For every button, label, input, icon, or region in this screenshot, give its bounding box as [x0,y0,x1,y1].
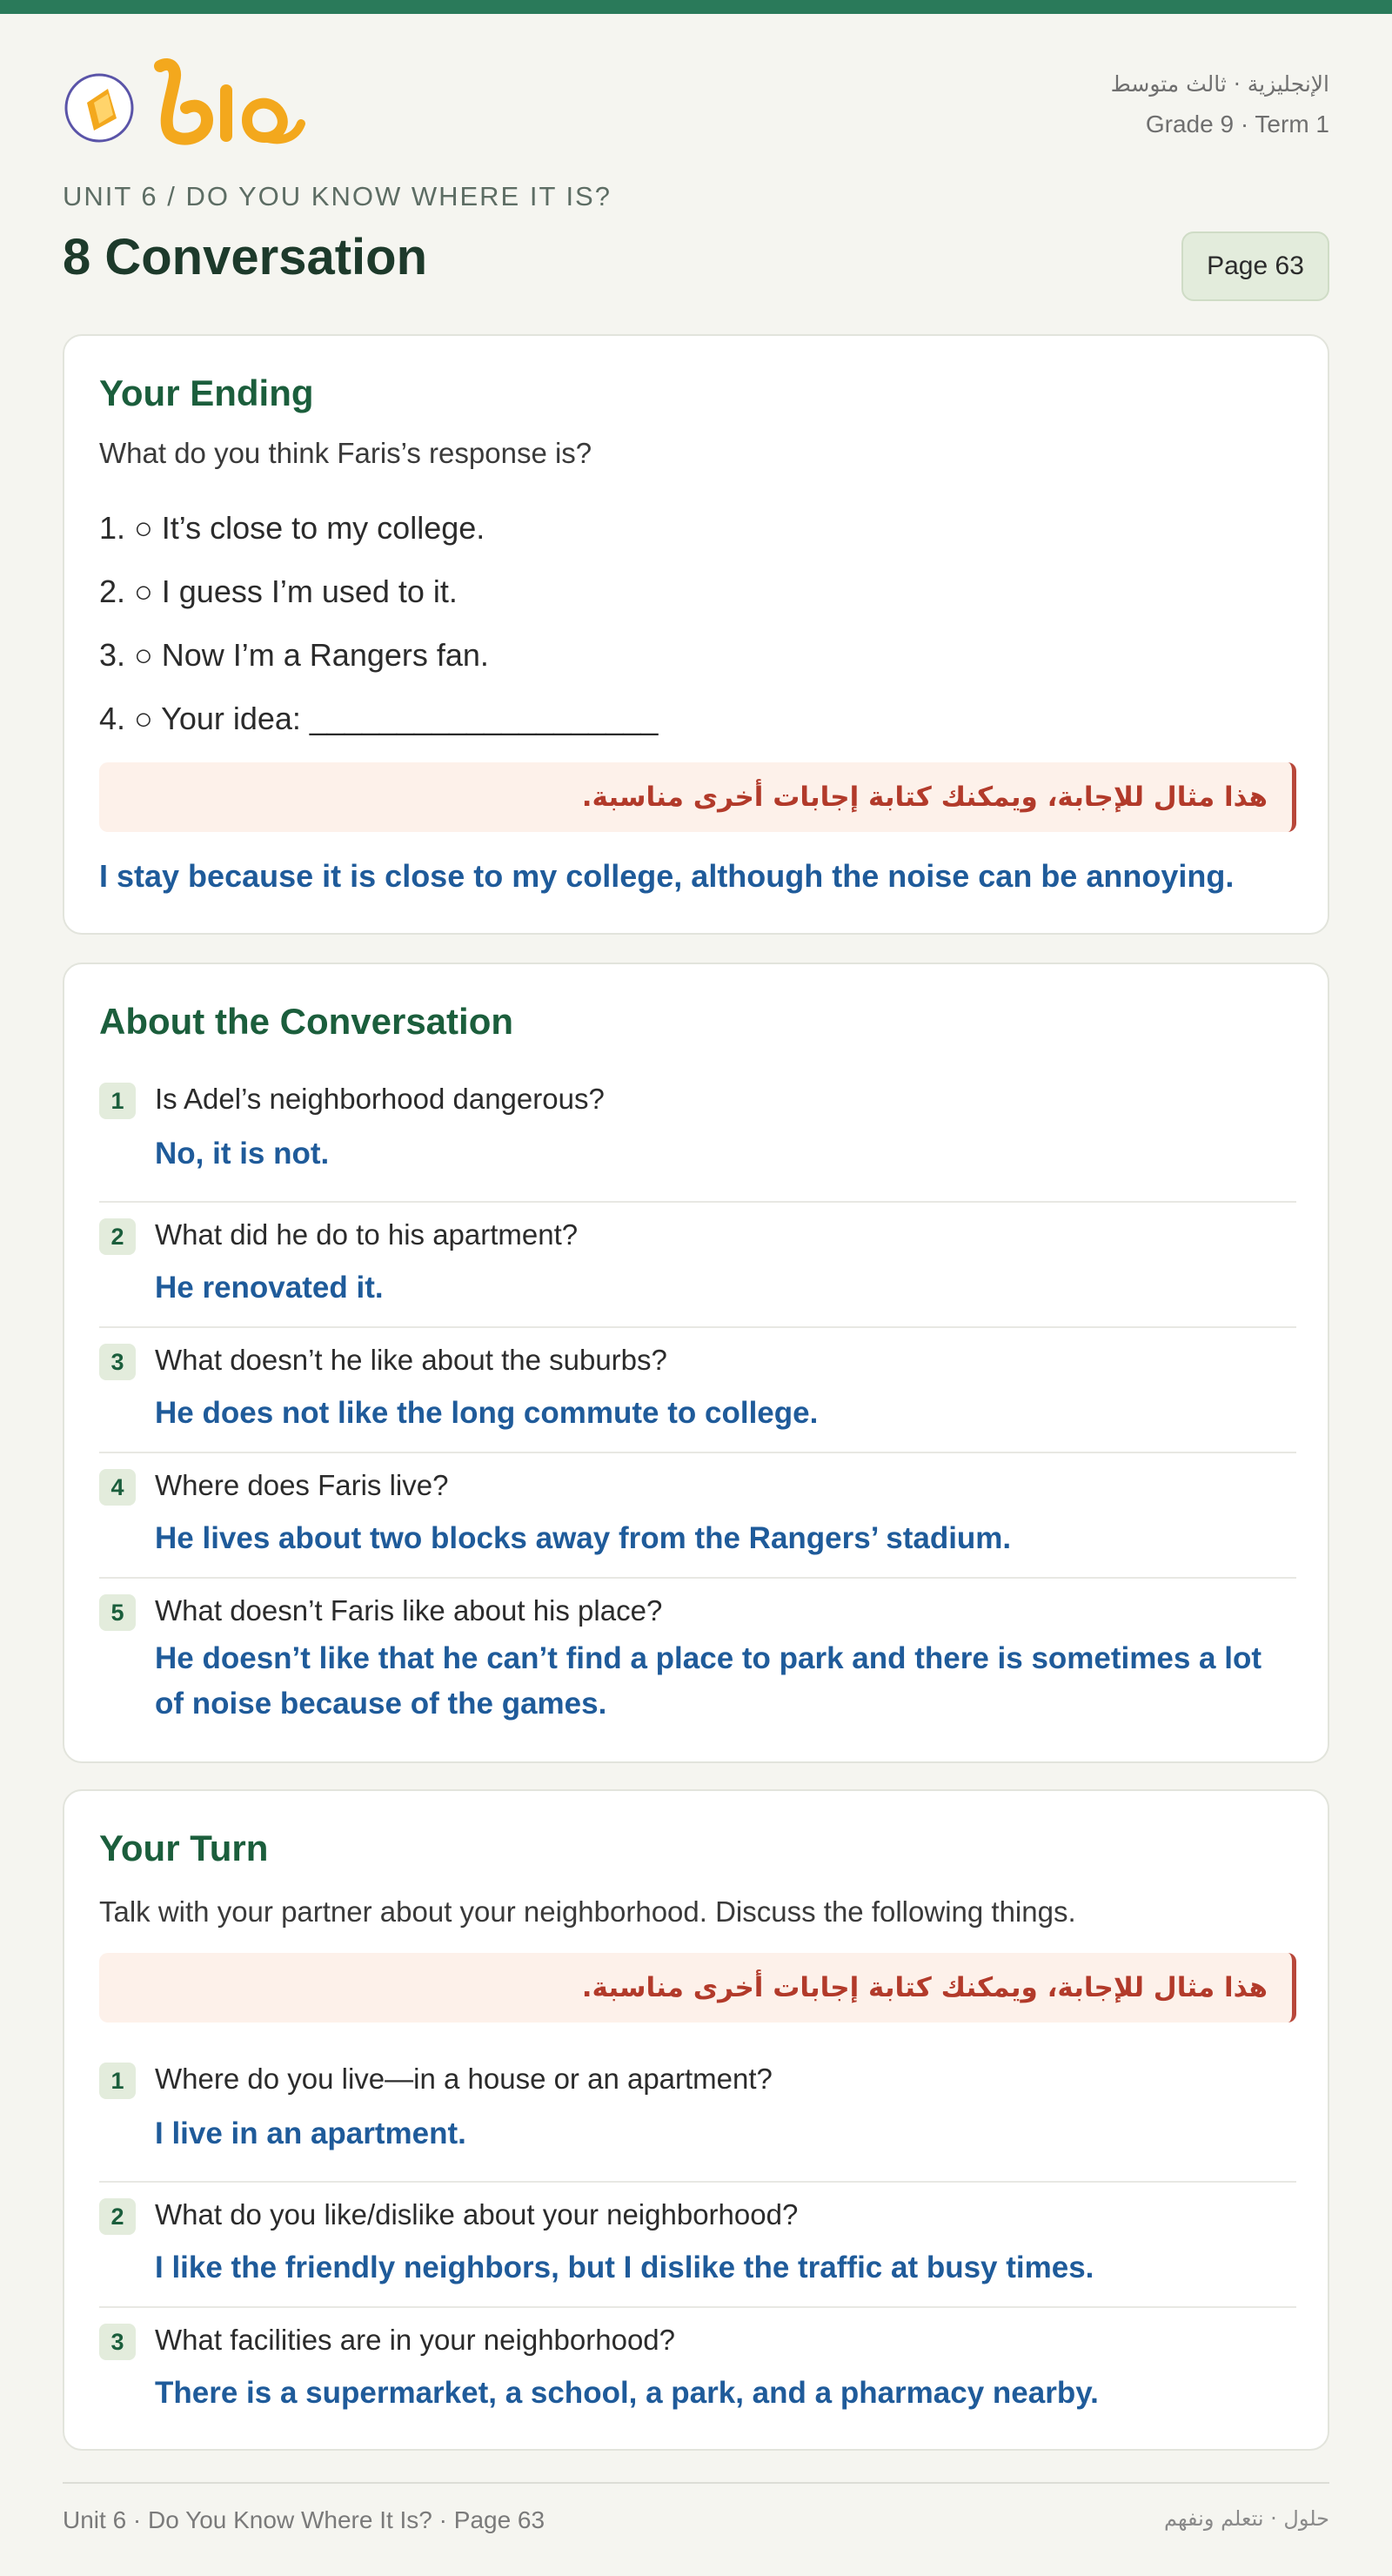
unit-label: UNIT 6 / DO YOU KNOW WHERE IT IS? [63,181,612,211]
question-item [99,2057,1296,2183]
question-text: What doesn’t he like about the suburbs? [155,1344,667,1376]
about-conversation-card [63,963,1329,1763]
answer-text: I live in an apartment. [155,2116,466,2150]
question-text: What do you like/dislike about your neighborhood? [155,2198,799,2231]
footer-left: Unit 6 · Do You Know Where It Is? · Page 63 [63,2506,545,2533]
question-number: 1 [99,2063,136,2099]
page-header [63,50,1329,155]
answer-text: He renovated it. [155,1271,384,1305]
your-turn-card [63,1789,1329,2451]
answer-text: He doesn’t like that he can’t find a place to park and there is sometimes a lot of noise because of the games. [155,1641,1262,1721]
question-number: 5 [99,1594,136,1631]
answer-text: There is a supermarket, a school, a park, and a pharmacy nearby. [155,2376,1099,2410]
brand-logo [63,50,315,155]
question-number: 2 [99,2198,136,2235]
choice-option[interactable]: 4. ○ Your idea: ____________________ [99,701,659,736]
question-item [99,1453,1296,1579]
section-intro: Talk with your partner about your neighborhood. Discuss the following things. [99,1895,1076,1928]
question-number: 3 [99,1344,136,1380]
question-text: Is Adel’s neighborhood dangerous? [155,1083,605,1115]
question-item [99,1077,1296,1203]
section-title: Your Turn [99,1828,269,1868]
section-title: About the Conversation [99,1001,514,1042]
answer-text: I like the friendly neighbors, but I dislike the traffic at busy times. [155,2251,1094,2284]
question-item [99,1579,1296,1744]
your-ending-card [63,334,1329,935]
answer-text: No, it is not. [155,1137,330,1171]
section-question: What do you think Faris’s response is? [99,437,592,469]
question-number: 1 [99,1083,136,1119]
question-text: What did he do to his apartment? [155,1218,579,1251]
top-accent-bar [0,0,1392,14]
subject-arabic: الإنجليزية · ثالث متوسط [1110,71,1329,97]
answer-note: هذا مثال للإجابة، ويمكنك كتابة إجابات أخرى مناسبة. [99,1953,1296,2023]
question-item [99,2308,1296,2433]
choice-option[interactable]: 2. ○ I guess I’m used to it. [99,574,458,609]
footer-right: حلول · نتعلم ونفهم [1164,2506,1329,2531]
question-item [99,1328,1296,1453]
answer-text: He lives about two blocks away from the Rangers’ stadium. [155,1521,1012,1555]
page-badge: Page 63 [1181,231,1329,301]
section-title: Your Ending [99,372,314,413]
question-item [99,2183,1296,2308]
question-item [99,1203,1296,1328]
grade-info [1111,64,1329,144]
question-number: 4 [99,1469,136,1506]
answer-text: He does not like the long commute to college. [155,1396,819,1430]
page-title: 8 Conversation [63,229,427,285]
answer-note: هذا مثال للإجابة، ويمكنك كتابة إجابات أخرى مناسبة. [99,762,1296,832]
choice-option[interactable]: 3. ○ Now I’m a Rangers fan. [99,637,489,673]
answer-text: I stay because it is close to my college, although the noise can be annoying. [99,858,1235,894]
question-text: Where does Faris live? [155,1469,449,1501]
footer-divider [63,2482,1329,2484]
question-text: What facilities are in your neighborhood? [155,2324,676,2356]
grade-term: Grade 9 · Term 1 [1145,111,1329,138]
question-text: What doesn’t Faris like about his place? [155,1594,663,1627]
question-number: 2 [99,1218,136,1255]
question-text: Where do you live—in a house or an apartment? [155,2063,773,2095]
question-number: 3 [99,2324,136,2360]
choice-option[interactable]: 1. ○ It’s close to my college. [99,510,485,546]
